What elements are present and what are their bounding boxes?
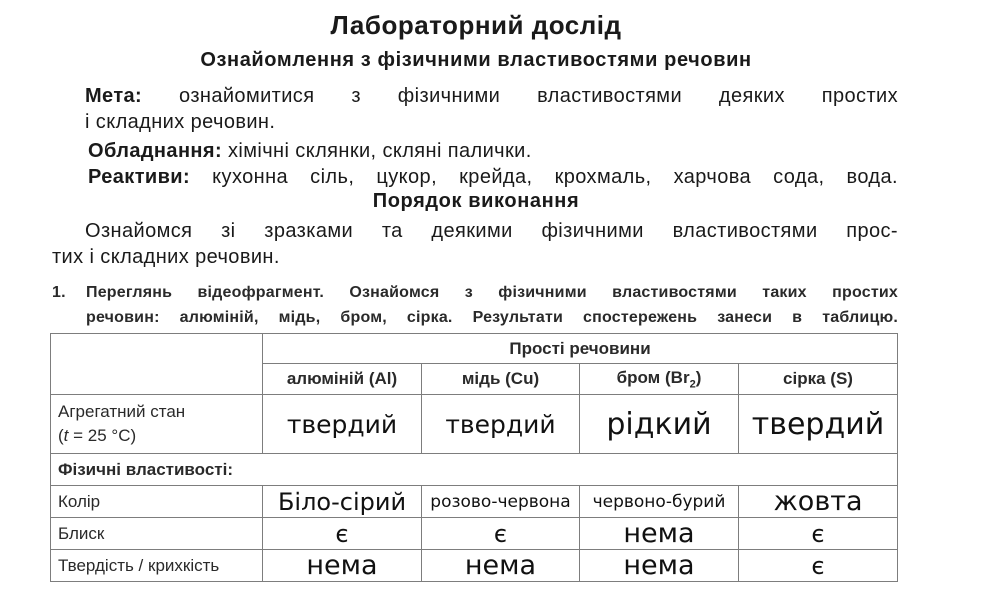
shine-label: Блиск [51,518,263,550]
color-label: Колір [51,486,263,518]
results-table [50,333,898,582]
procedure-paragraph [52,218,898,270]
physical-properties-header: Фізичні властивості: [51,454,898,486]
task-number: 1. [52,284,66,301]
corner-cell [51,334,263,395]
reagents-paragraph [88,164,898,190]
state-copper: твердий [422,395,580,454]
state-sulfur: твердий [739,395,898,454]
task-line2: речовин: алюміній, мідь, бром, сірка. Результати спостережень занеси в таблицю. [86,309,898,326]
procedure-line1: Ознайомся зі зразками та деякими фізичними властивостями прос- [85,220,898,242]
page-title: Лабораторний дослід [330,10,622,40]
color-copper: розово-червона [422,486,580,518]
equipment-paragraph [88,138,901,164]
goal-text-line2: і складних речовин. [85,111,276,133]
shine-bromine: нема [580,518,739,550]
color-aluminium: Біло-сірий [263,486,422,518]
col-header-copper: мідь (Cu) [422,364,580,395]
task-1 [52,280,898,330]
hardness-bromine: нема [580,550,739,582]
equipment-text: хімічні склянки, скляні палички. [228,140,532,162]
col-header-bromine: бром $(Br_2)$ [580,364,739,395]
state-aluminium: твердий [263,395,422,454]
col-header-aluminium: алюміній (Al) [263,364,422,395]
hardness-label: Твердість / крихкість [51,550,263,582]
procedure-line2: тих і складних речовин. [52,246,280,268]
goal-text-line1: ознайомитися з фізичними властивостями деяких простих [179,85,898,107]
equipment-label: Обладнання: [88,140,223,162]
hardness-aluminium: нема [263,550,422,582]
goal-label: Мета: [85,85,143,107]
procedure-title: Порядок виконання [372,190,580,212]
page-subtitle: Ознайомлення з фізичними властивостями речовин [200,49,752,71]
color-sulfur: жовта [739,486,898,518]
col-header-sulfur: сірка (S) [739,364,898,395]
reagents-label: Реактиви: [88,166,191,188]
task-line1: Переглянь відеофрагмент. Ознайомся з фізичними властивостями таких простих [86,284,898,301]
shine-aluminium: є [263,518,422,550]
shine-sulfur: є [739,518,898,550]
goal-paragraph [85,83,898,135]
group-header: Прості речовини [263,334,898,364]
state-label: Агрегатний стан (t = 25 °C) [51,395,263,454]
reagents-text: кухонна сіль, цукор, крейда, крохмаль, харчова сода, вода. [212,166,898,188]
hardness-copper: нема [422,550,580,582]
color-bromine: червоно-бурий [580,486,739,518]
state-bromine: рідкий [580,395,739,454]
hardness-sulfur: є [739,550,898,582]
shine-copper: є [422,518,580,550]
